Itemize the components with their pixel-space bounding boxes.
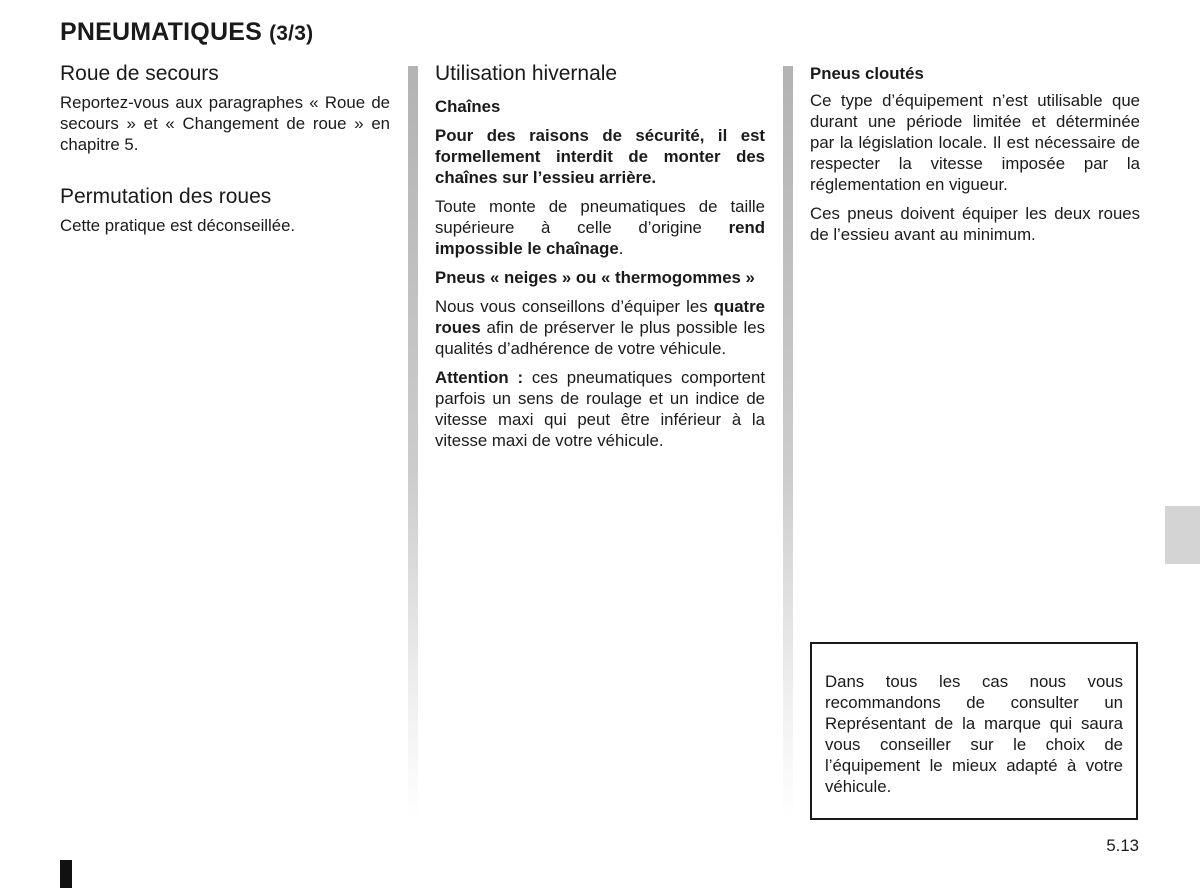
- spare-wheel-text: Reportez-vous aux paragraphes « Roue de secours » et « Changement de roue » en chapitre 5.: [60, 93, 390, 154]
- chains-size-text: Toute monte de pneumatiques de taille supérieure à celle d’origine: [435, 197, 765, 237]
- studded-tires-paragraph-1: Ce type d’équipement n’est utilisable que durant une période limitée et déterminée par la législation locale. Il est nécessaire de respecter la vitesse imposée par la réglementation en vigueur.: [810, 91, 1140, 194]
- chains-warning: [435, 125, 765, 188]
- studded-tires-heading: Pneus cloutés: [810, 64, 924, 83]
- page-title: [60, 18, 313, 47]
- section-heading-winter-use: Utilisation hivernale: [435, 62, 618, 85]
- snow-tires-advice: [435, 296, 765, 359]
- chains-heading: Chaînes: [435, 97, 501, 116]
- section-heading-spare-wheel: Roue de secours: [60, 62, 219, 85]
- attention-label: Attention :: [435, 368, 524, 387]
- column-3: [810, 60, 1140, 253]
- section-heading-wheel-rotation: Permutation des roues: [60, 185, 272, 208]
- column-2: [435, 60, 765, 459]
- chains-size-emphasis: rend impossible le chaînage: [435, 218, 765, 258]
- studded-tires-paragraph-2: Ces pneus doivent équiper les deux roues de l’essieu avant au minimum.: [810, 204, 1140, 244]
- column-1: [60, 60, 390, 244]
- page-number: 5.13: [1106, 836, 1139, 855]
- attention-text: ces pneumatiques comportent parfois un sens de roulage et un indice de vitesse maxi qui peut être inférieur à la vitesse maxi de votre véhicule.: [435, 368, 765, 450]
- advice-note-text: Dans tous les cas nous vous recommandons de consulter un Représentant de la marque qui saura vous conseiller sur le choix de l’équipement le mieux adapté à votre véhicule.: [825, 672, 1123, 796]
- advice-note-box: [810, 642, 1138, 820]
- chapter-tab: [1165, 506, 1200, 564]
- page-title-text: PNEUMATIQUES: [60, 18, 262, 46]
- snow-tires-advice-emphasis: quatre roues: [435, 297, 765, 337]
- column-separator-2: [783, 66, 793, 820]
- chains-warning-text: Pour des raisons de sécurité, il est formellement interdit de monter des chaînes sur l’essieu arrière.: [435, 126, 765, 187]
- snow-tires-attention: [435, 367, 765, 451]
- snow-tires-advice-start: Nous vous conseillons d’équiper les: [435, 297, 714, 316]
- corner-mark: [60, 860, 72, 888]
- snow-tires-heading: Pneus « neiges » ou « thermogommes »: [435, 268, 755, 287]
- chains-size-end: .: [618, 239, 624, 258]
- column-separator-1: [408, 66, 418, 820]
- chains-size-paragraph: [435, 196, 765, 259]
- wheel-rotation-text: Cette pratique est déconseillée.: [60, 216, 296, 235]
- page-title-part: (3/3): [269, 22, 314, 45]
- snow-tires-advice-end: afin de préserver le plus possible les qualités d’adhérence de votre véhicule.: [435, 318, 765, 358]
